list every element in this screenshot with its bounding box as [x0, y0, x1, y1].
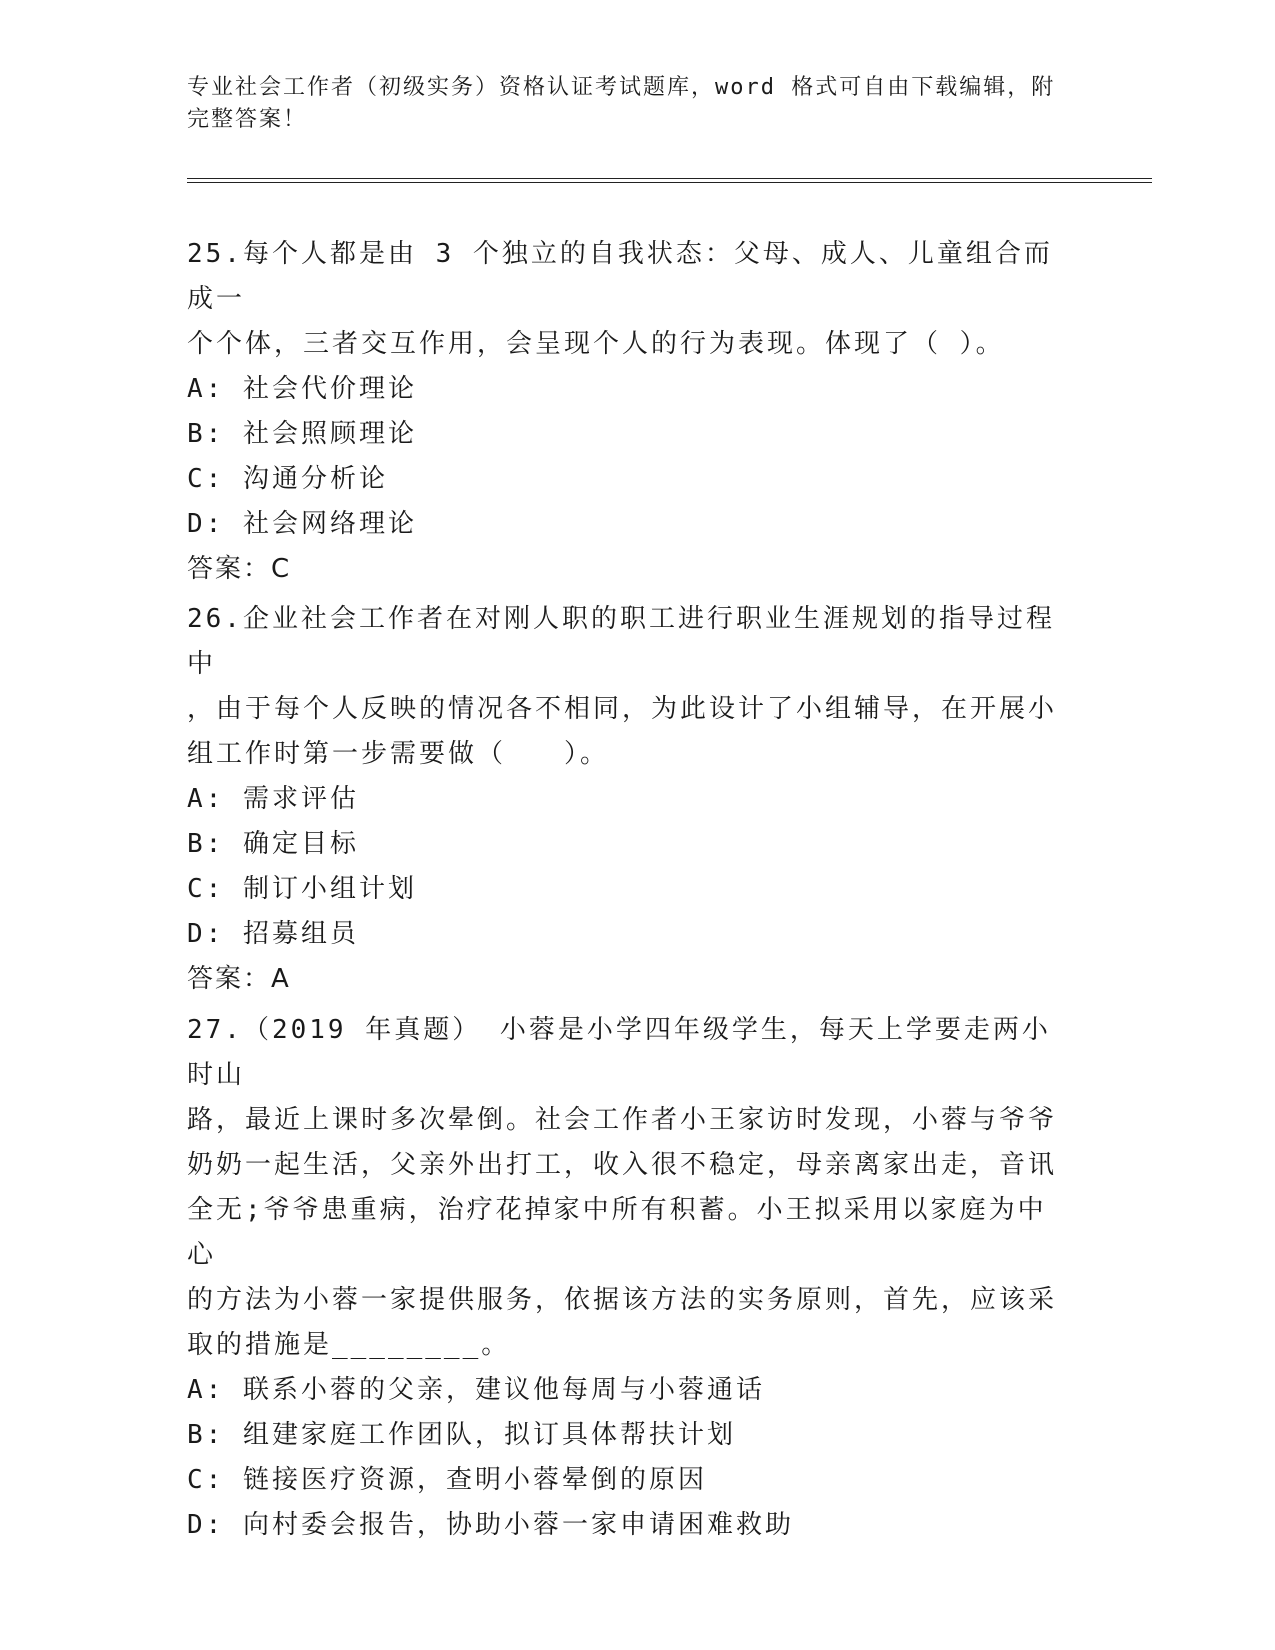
option-a: A: 联系小蓉的父亲，建议他每周与小蓉通话	[187, 1375, 765, 1405]
option-d: D: 招募组员	[187, 919, 359, 949]
option-c: C: 沟通分析论	[187, 464, 388, 494]
question-block	[187, 597, 1067, 1002]
question-stem: 26.企业社会工作者在对刚人职的职工进行职业生涯规划的指导过程中 ，由于每个人反映的情况各不相同，为此设计了小组辅导，在开展小 组工作时第一步需要做（ ）。	[187, 604, 1058, 769]
option-d: D: 向村委会报告，协助小蓉一家申请困难救助	[187, 1510, 794, 1540]
question-block	[187, 1008, 1067, 1548]
question-stem: 27.（2019 年真题） 小蓉是小学四年级学生，每天上学要走两小时山 路，最近上课时多次晕倒。社会工作者小王家访时发现，小蓉与爷爷 奶奶一起生活，父亲外出打工，收入很不稳定，母亲离家出走，音讯 全无;爷爷患重病，治疗花掉家中所有积蓄。小王拟采用以家庭为中心 的方法为小蓉一家提供服务，依据该方法的实务原则，首先，应该采 取的措施是________。	[187, 1015, 1058, 1360]
option-a: A: 需求评估	[187, 784, 359, 814]
option-c: C: 制订小组计划	[187, 874, 417, 904]
question-block	[187, 232, 1067, 592]
option-d: D: 社会网络理论	[187, 509, 417, 539]
answer-line: 答案：C	[187, 554, 292, 584]
option-c: C: 链接医疗资源，查明小蓉晕倒的原因	[187, 1465, 707, 1495]
option-b: B: 确定目标	[187, 829, 359, 859]
option-b: B: 组建家庭工作团队，拟订具体帮扶计划	[187, 1420, 736, 1450]
page-header: 专业社会工作者（初级实务）资格认证考试题库，word 格式可自由下载编辑，附 完整答案！	[187, 75, 1056, 132]
option-a: A: 社会代价理论	[187, 374, 417, 404]
question-stem: 25.每个人都是由 3 个独立的自我状态：父母、成人、儿童组合而成一 个个体，三者交互作用，会呈现个人的行为表现。体现了（ ）。	[187, 239, 1053, 359]
option-b: B: 社会照顾理论	[187, 419, 417, 449]
header-divider	[187, 178, 1152, 183]
answer-line: 答案：A	[187, 964, 291, 994]
